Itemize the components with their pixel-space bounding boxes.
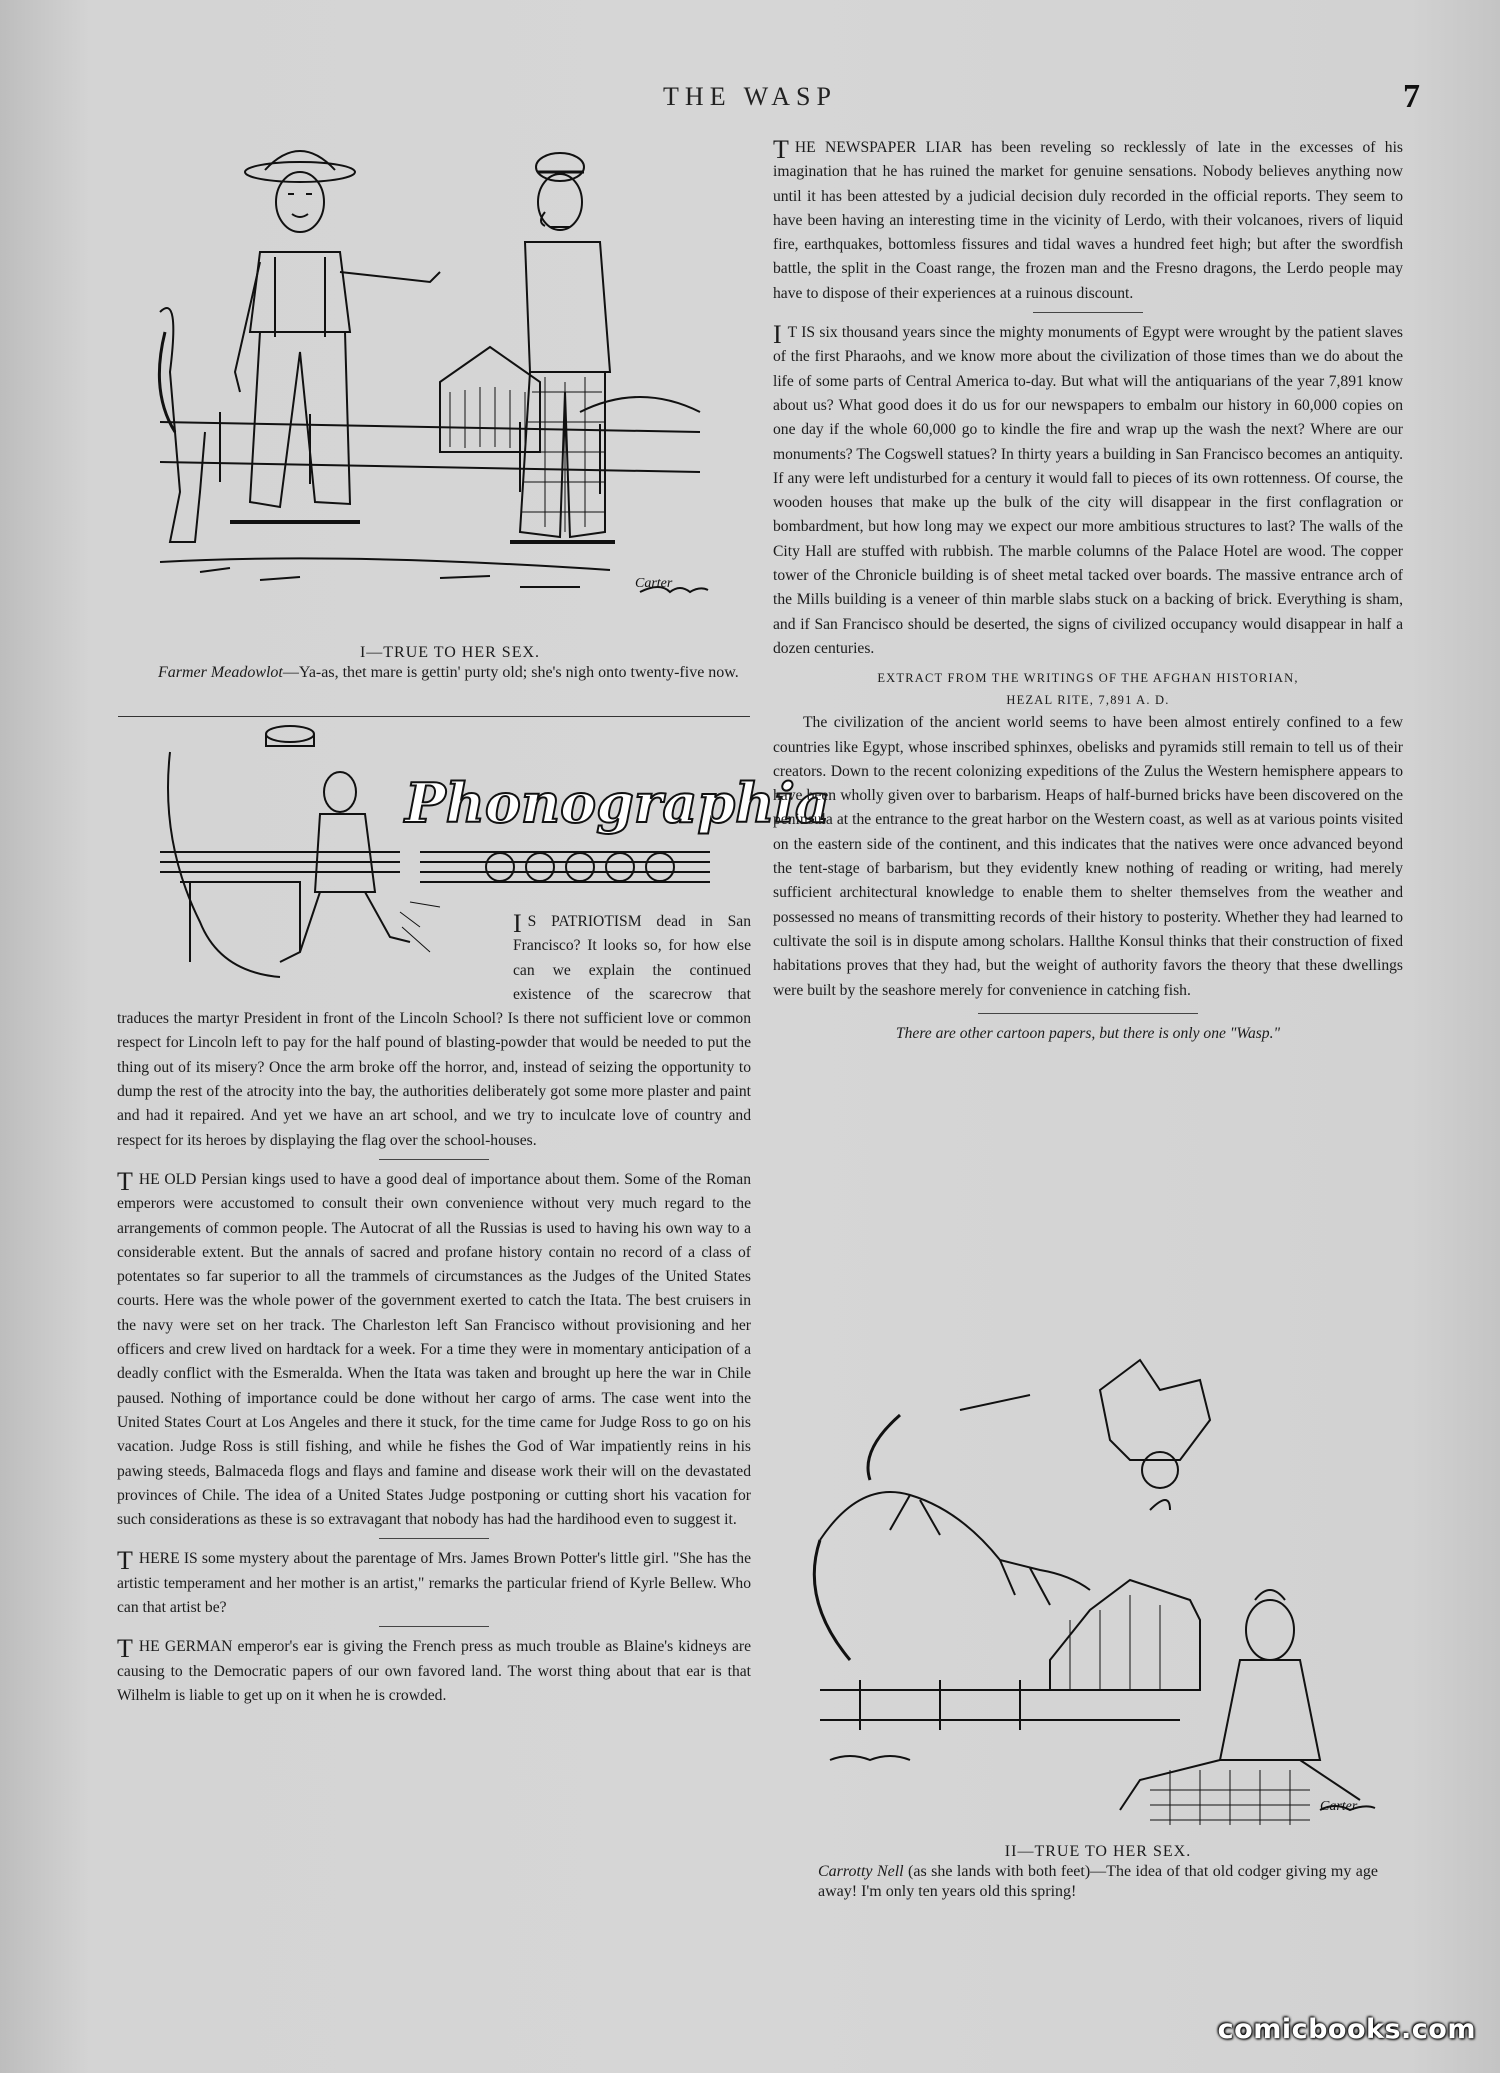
dropcap: T [117,1634,133,1664]
patriotism-text: S PATRIOTISM dead in San Francisco? It looks so, for how else can we explain the continued existence of the scarecrow that traduces the martyr President in front of the Lincoln School? Is there not sufficient love or common respect for Lincoln left to pay for the half pound of blasting-powder that would be needed to put the thing out of its misery? Once the arm broke off the horror, and, instead of seizing the opportunity to dump the rest of the atrocity into the bay, the authorities deliberately got some more plaster and paint and had it repaired. And yet we have an art school, and we try to inculcate love of country and respect for its heroes by displaying the flag over the school-houses. [117,913,751,1149]
patriotism-paragraph [117,910,751,1153]
cartoon-farmer-illustration [140,132,760,602]
paragraph-text: HE NEWSPAPER LIAR has been reveling so recklessly of late in the excesses of his imagination that he has ruined the market for genuine sensations. Nobody believes anything now until it has been attested by a judicial decision duly recorded in the official reports. They seem to have been having an interesting time in the vicinity of Lerdo, with their volcanoes, rivers of liquid fire, earthquakes, bottomless fissures and tidal waves a hundred feet high; but after the swordfish battle, the split in the Coast range, the frozen man and the Fresno dragons, the Lerdo people may have to dispose of their experiences at a ruinous discount. [773,139,1403,302]
right-column [773,136,1403,1046]
extract-heading [773,667,1403,711]
dropcap: I [513,909,522,938]
paragraph-text: HE GERMAN emperor's ear is giving the French press as much trouble as Blaine's kidneys are causing to the Democratic papers of our own favored land. The worst thing about that ear is that Wilhelm is liable to get up on it when he is crowded. [117,1638,751,1704]
paragraph-text: T IS six thousand years since the mighty monuments of Egypt were wrought by the patient slaves of the first Pharaohs, and we know more about the civilization of those times than we do about the life of some parts of Central America to-day. But what will the antiquarians of the year 7,891 know about us? What good does it do us for our newspapers to embalm our history in 60,000 copies on one day if the whole 60,000 go to kindle the fire and wrap up the wash the next? Where are our monuments? The Cogswell statues? In thirty years a building in San Francisco becomes an antiquity. If any were left undisturbed for a century it would fall to pieces of its own rottenness. Of course, the wooden houses that make up the bulk of the city will disappear in the first conflagration or bombardment, but how long may we expect our more ambitious structures to last? The walls of the City Hall are stuffed with rubbish. The marble columns of the Palace Hotel are wood. The copper tower of the Chronicle building is of sheet metal tacked over boards. The massive entrance arch of the Mills building is a veneer of thin marble slabs stuck on a backing of brick. Everything is sham, and if San Francisco should be deserted, the signs of civilized occupancy would disappear in half a dozen centuries. [773,324,1403,657]
column-rule [379,1538,489,1539]
left-column [117,910,751,1708]
column-rule [379,1159,489,1160]
extract-heading-line2: HEZAL RITE, 7,891 A. D. [1006,693,1170,708]
cartoon2-caption [818,1842,1378,1902]
tagline: There are other cartoon papers, but there is only one "Wasp." [895,1024,1281,1042]
extract-paragraph: The civilization of the ancient world seems to have been almost entirely confined to a few countries like Egypt, whose inscribed sphinxes, obelisks and pyramids still remain to tell us of their creators. Down to the recent colonizing expeditions of the Zulus the Western hemisphere appears to have been wholly given over to barbarism. Heaps of half-burned bricks have been discovered on the peninsula at the entrance to the great harbor on the Western coast, as well as at various points visited on the eastern side of the continent, and this indicates that the natives were once advanced beyond the tent-stage of barbarism, but they evidently knew nothing of reading or writing, had merely sufficient architectural knowledge to enable them to shelter themselves from the weather and possessed no means of transmitting records of their history to posterity. Whether they had learned to cultivate the soil is in dispute among scholars. Hallthe Konsul thinks that their construction of fixed habitations proves that they had, but the weight of authority favors the theory that these dwellings were built by the seashore merely for convenience in catching fish. [773,714,1403,999]
cartoon-horse-leap-illustration [800,1360,1400,1830]
extract-heading-line1: EXTRACT FROM THE WRITINGS OF THE AFGHAN HISTORIAN, [877,671,1299,686]
masthead: THE WASP [663,82,837,111]
dropcap: T [117,1546,133,1576]
cartoon2-speaker: Carrotty Nell [818,1863,904,1880]
column-rule [978,1013,1198,1014]
cartoon1-signature: Carter [635,576,673,591]
cartoon1-caption-title: I—TRUE TO HER SEX. [359,644,541,661]
section-divider [118,716,750,717]
paragraph-text: HE OLD Persian kings used to have a good deal of importance about them. Some of the Roman emperors were accustomed to consult their own convenience without very much regard to the arrangements of common people. The Autocrat of all the Russias is used to having his own way to a considerable extent. But the annals of sacred and profane history contain no record of a class of potentates so far superior to all the trammels of circumstances as the Judges of the United States courts. Here was the whole power of the government exerted to catch the Itata. The best cruisers in the navy were set on her track. The Charleston left San Francisco without provisioning and her officers and crew lived on hardtack for a week. For a time they were in momentary anticipation of a deadly conflict with the Esmeralda. When the Itata was taken and brought up here the war in Chile paused. Nothing of importance could be done without her cargo of arms. The case went into the United States Court at Los Angeles and there it stuck, for the time came for Judge Ross to go on his vacation. Judge Ross is still fishing, and while he fishes the God of War impatiently reins in his pawing steeds, Balmaceda flogs and flays and famine and disease work their will on the devastated provinces of Chile. The idea of a United States Judge postponing or cutting short his vacation for such considerations as these is so extravagant that nobody has had the hardihood even to suggest it. [117,1170,751,1529]
cartoon2-caption-text: (as she lands with both feet)—The idea of that old codger giving my age away! I'm only ten years old this spring! [818,1863,1379,1900]
column-rule [1033,312,1143,313]
dropcap: T [773,135,789,164]
potter-paragraph [117,1547,751,1620]
cartoon2-caption-title: II—TRUE TO HER SEX. [1004,1843,1192,1860]
cartoon1-caption-text: —Ya-as, thet mare is gettin' purty old; she's nigh onto twenty-five now. [282,664,739,681]
cartoon1-caption [140,643,760,683]
cartoon1-speaker: Farmer Meadowlot [158,664,283,681]
persian-kings-paragraph [117,1168,751,1532]
phonographia-title: Phonographia [405,771,830,835]
column-rule [379,1626,489,1627]
egypt-paragraph [773,321,1403,661]
dropcap: T [117,1166,133,1196]
newspaper-liar-paragraph [773,136,1403,306]
german-emperor-paragraph [117,1635,751,1708]
page-number: 7 [1403,78,1420,115]
cartoon2-signature: Carter [1320,1799,1358,1814]
paragraph-text: HERE IS some mystery about the parentage of Mrs. James Brown Potter's little girl. "She has the artistic temperament and her mother is an artist," remarks the particular friend of Kyrle Bellew. Who can that artist be? [117,1550,751,1617]
site-watermark: comicbooks.com [1217,2014,1476,2045]
dropcap: I [773,320,782,350]
